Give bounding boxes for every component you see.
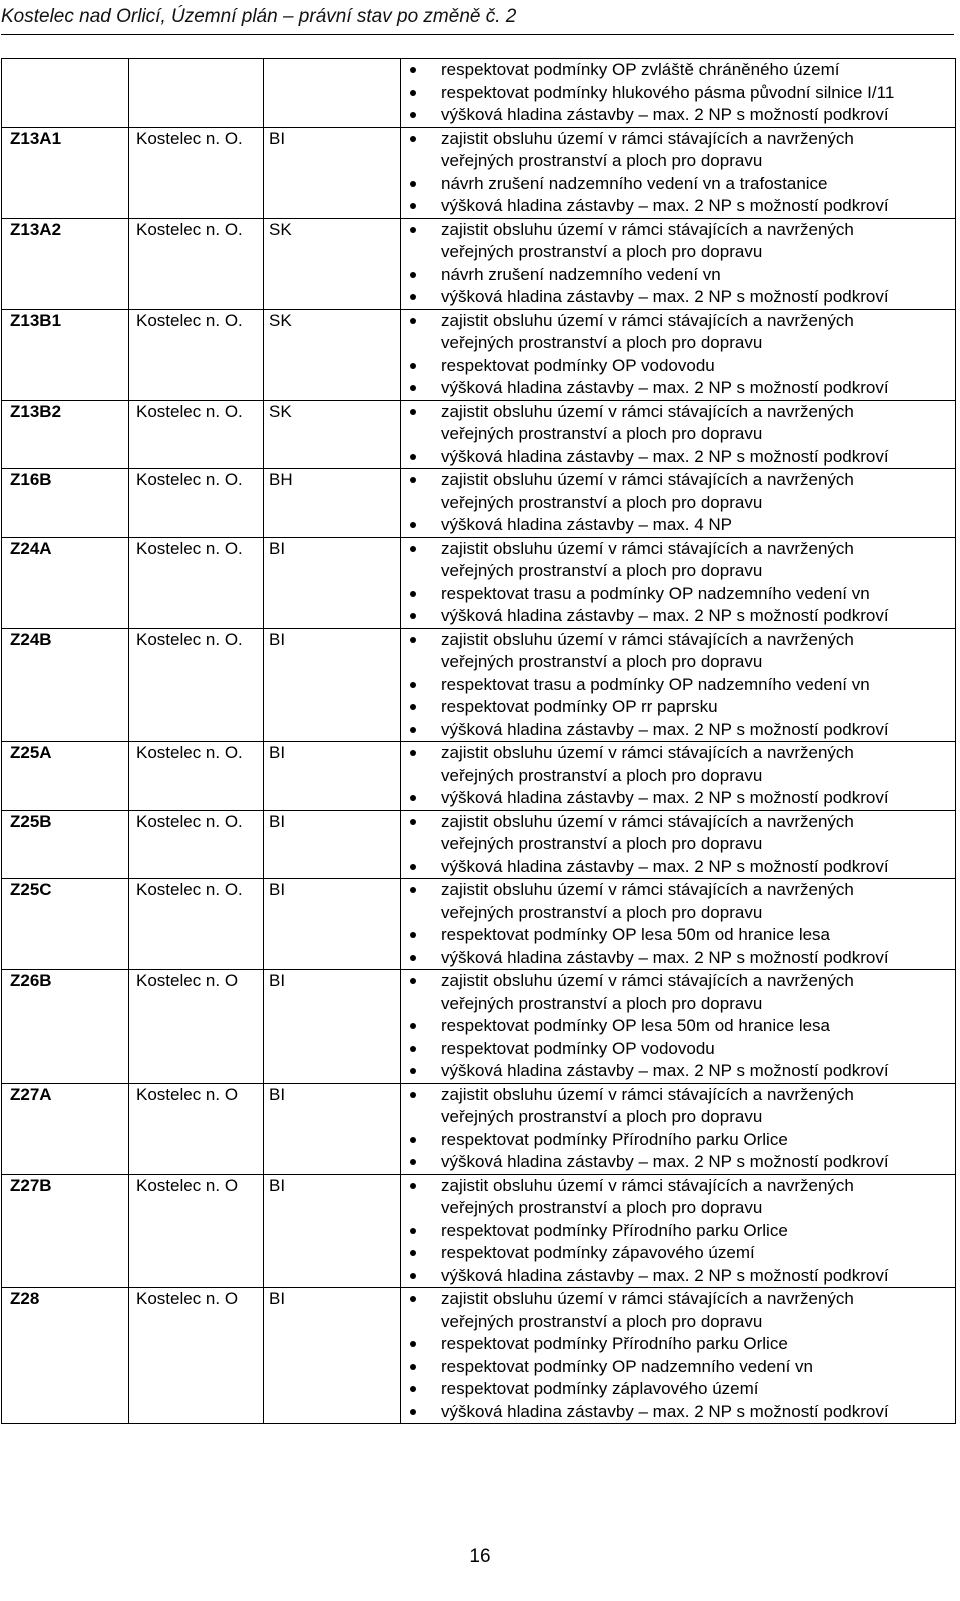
requirements-cell	[401, 400, 956, 469]
location-cell: Kostelec n. O.	[129, 469, 264, 538]
location-cell: Kostelec n. O.	[129, 537, 264, 628]
requirement-item: respektovat trasu a podmínky OP nadzemního vedení vn	[406, 674, 950, 697]
zone-code-cell: Z13A2	[2, 218, 129, 309]
land-use-type-cell: SK	[264, 218, 401, 309]
table-row	[2, 879, 956, 970]
requirement-item: návrh zrušení nadzemního vedení vn a trafostanice	[406, 173, 950, 196]
land-use-type-cell: SK	[264, 400, 401, 469]
requirement-item: respektovat podmínky OP lesa 50m od hranice lesa	[406, 1015, 950, 1038]
requirement-item: veřejných prostranství a ploch pro dopravu	[441, 242, 763, 261]
requirement-item: výšková hladina zástavby – max. 2 NP s možností podkroví	[406, 1060, 950, 1083]
table-row	[2, 309, 956, 400]
requirement-item: zajistit obsluhu území v rámci stávajících a navržených	[406, 219, 950, 242]
requirements-list	[406, 742, 950, 810]
land-use-type-cell: BI	[264, 742, 401, 811]
requirement-item: zajistit obsluhu území v rámci stávajících a navržených	[406, 1288, 950, 1311]
table-row	[2, 400, 956, 469]
requirement-item: výšková hladina zástavby – max. 2 NP s možností podkroví	[406, 1151, 950, 1174]
zone-code-cell: Z26B	[2, 970, 129, 1084]
requirements-cell	[401, 1174, 956, 1288]
requirements-list	[406, 59, 950, 127]
location-cell: Kostelec n. O	[129, 1174, 264, 1288]
zone-code-cell: Z16B	[2, 469, 129, 538]
requirement-item: respektovat podmínky Přírodního parku Orlice	[406, 1220, 950, 1243]
requirement-item: výšková hladina zástavby – max. 4 NP	[406, 514, 950, 537]
requirement-item: výšková hladina zástavby – max. 2 NP s možností podkroví	[406, 856, 950, 879]
requirement-item: výšková hladina zástavby – max. 2 NP s možností podkroví	[406, 787, 950, 810]
requirement-item: zajistit obsluhu území v rámci stávajících a navržených	[406, 310, 950, 333]
requirement-item: zajistit obsluhu území v rámci stávajících a navržených	[406, 629, 950, 652]
requirements-list	[406, 401, 950, 469]
requirements-list	[406, 1175, 950, 1288]
table-row	[2, 218, 956, 309]
table-row	[2, 127, 956, 218]
zone-code-cell: Z24B	[2, 628, 129, 742]
requirement-item: respektovat podmínky OP vodovodu	[406, 355, 950, 378]
table-row	[2, 970, 956, 1084]
requirement-item: respektovat podmínky OP zvláště chráněného území	[406, 59, 950, 82]
requirement-item: veřejných prostranství a ploch pro dopravu	[441, 1198, 763, 1217]
requirement-item: zajistit obsluhu území v rámci stávajících a navržených	[406, 811, 950, 834]
requirements-cell	[401, 218, 956, 309]
land-use-type-cell: BI	[264, 810, 401, 879]
requirements-cell	[401, 1288, 956, 1424]
requirement-item: zajistit obsluhu území v rámci stávajících a navržených	[406, 970, 950, 993]
document-title: Kostelec nad Orlicí, Územní plán – právní stav po změně č. 2	[1, 6, 517, 27]
requirement-item: respektovat podmínky OP vodovodu	[406, 1038, 950, 1061]
zone-code-cell: Z13B1	[2, 309, 129, 400]
requirements-cell	[401, 970, 956, 1084]
zone-code-cell: Z13A1	[2, 127, 129, 218]
land-use-type-cell: BI	[264, 127, 401, 218]
page-number: 16	[469, 1546, 491, 1567]
requirement-item: výšková hladina zástavby – max. 2 NP s možností podkroví	[406, 605, 950, 628]
requirements-cell	[401, 127, 956, 218]
requirements-cell	[401, 879, 956, 970]
requirements-list	[406, 469, 950, 537]
requirement-item: výšková hladina zástavby – max. 2 NP s možností podkroví	[406, 719, 950, 742]
table-row	[2, 537, 956, 628]
zones-table-body	[2, 59, 956, 1424]
table-row	[2, 59, 956, 128]
requirement-item: respektovat podmínky Přírodního parku Orlice	[406, 1333, 950, 1356]
requirement-item: veřejných prostranství a ploch pro dopravu	[441, 652, 763, 671]
requirement-item: veřejných prostranství a ploch pro dopravu	[441, 424, 763, 443]
requirements-cell	[401, 59, 956, 128]
requirement-item: zajistit obsluhu území v rámci stávajících a navržených	[406, 742, 950, 765]
requirement-item: návrh zrušení nadzemního vedení vn	[406, 264, 950, 287]
requirements-cell	[401, 628, 956, 742]
land-use-type-cell: SK	[264, 309, 401, 400]
requirement-item: veřejných prostranství a ploch pro dopravu	[441, 765, 763, 785]
land-use-type-cell: BI	[264, 879, 401, 970]
requirements-list	[406, 310, 950, 400]
requirements-list	[406, 1288, 950, 1423]
location-cell: Kostelec n. O.	[129, 218, 264, 309]
requirements-list	[406, 538, 950, 628]
requirement-item: respektovat podmínky zápavového území	[406, 1242, 950, 1265]
location-cell: Kostelec n. O	[129, 1083, 264, 1174]
zones-table	[1, 58, 956, 1424]
requirement-item: respektovat podmínky Přírodního parku Orlice	[406, 1129, 950, 1152]
zone-code-cell: Z27B	[2, 1174, 129, 1288]
zone-code-cell: Z25B	[2, 810, 129, 879]
requirements-cell	[401, 1083, 956, 1174]
requirements-cell	[401, 742, 956, 811]
requirements-cell	[401, 810, 956, 879]
requirement-item: výšková hladina zástavby – max. 2 NP s možností podkroví	[406, 195, 950, 218]
requirement-item: zajistit obsluhu území v rámci stávajících a navržených	[406, 469, 950, 492]
zone-code-cell: Z24A	[2, 537, 129, 628]
land-use-type-cell: BH	[264, 469, 401, 538]
land-use-type-cell: BI	[264, 1174, 401, 1288]
location-cell: Kostelec n. O	[129, 1288, 264, 1424]
requirement-item: respektovat podmínky záplavového území	[406, 1378, 950, 1401]
table-row	[2, 469, 956, 538]
table-row	[2, 1288, 956, 1424]
requirements-list	[406, 811, 950, 879]
requirement-item: veřejných prostranství a ploch pro dopravu	[441, 993, 763, 1013]
requirement-item: veřejných prostranství a ploch pro dopravu	[441, 561, 763, 580]
requirements-cell	[401, 309, 956, 400]
requirement-item: respektovat podmínky hlukového pásma původní silnice I/11	[406, 82, 950, 105]
requirements-cell	[401, 469, 956, 538]
land-use-type-cell: BI	[264, 628, 401, 742]
requirement-item: veřejných prostranství a ploch pro dopravu	[441, 151, 763, 170]
location-cell: Kostelec n. O.	[129, 742, 264, 811]
requirements-list	[406, 1084, 950, 1174]
requirement-item: respektovat podmínky OP rr paprsku	[406, 696, 950, 719]
location-cell	[129, 59, 264, 128]
requirement-item: veřejných prostranství a ploch pro dopravu	[441, 1311, 763, 1331]
requirement-item: zajistit obsluhu území v rámci stávajících a navržených	[406, 538, 950, 561]
table-row	[2, 742, 956, 811]
location-cell: Kostelec n. O.	[129, 810, 264, 879]
table-row	[2, 810, 956, 879]
requirement-item: veřejných prostranství a ploch pro dopravu	[441, 834, 763, 853]
requirement-item: výšková hladina zástavby – max. 2 NP s možností podkroví	[406, 1265, 950, 1288]
requirement-item: respektovat podmínky OP lesa 50m od hranice lesa	[406, 924, 950, 947]
land-use-type-cell: BI	[264, 1083, 401, 1174]
requirements-list	[406, 970, 950, 1083]
requirement-item: zajistit obsluhu území v rámci stávajících a navržených	[406, 1084, 950, 1107]
land-use-type-cell	[264, 59, 401, 128]
land-use-type-cell: BI	[264, 1288, 401, 1424]
location-cell: Kostelec n. O.	[129, 628, 264, 742]
location-cell: Kostelec n. O.	[129, 309, 264, 400]
zone-code-cell: Z25A	[2, 742, 129, 811]
zone-code-cell: Z13B2	[2, 400, 129, 469]
location-cell: Kostelec n. O.	[129, 879, 264, 970]
requirement-item: veřejných prostranství a ploch pro dopravu	[441, 492, 763, 512]
requirement-item: výšková hladina zástavby – max. 2 NP s možností podkroví	[406, 286, 950, 309]
requirement-item: výšková hladina zástavby – max. 2 NP s možností podkroví	[406, 1401, 950, 1424]
zone-code-cell: Z27A	[2, 1083, 129, 1174]
zone-code-cell	[2, 59, 129, 128]
requirement-item: zajistit obsluhu území v rámci stávajících a navržených	[406, 879, 950, 902]
requirements-list	[406, 879, 950, 969]
requirements-list	[406, 219, 950, 309]
requirement-item: veřejných prostranství a ploch pro dopravu	[441, 902, 763, 922]
requirements-cell	[401, 537, 956, 628]
zone-code-cell: Z25C	[2, 879, 129, 970]
table-row	[2, 628, 956, 742]
table-row	[2, 1174, 956, 1288]
requirement-item: veřejných prostranství a ploch pro dopravu	[441, 333, 763, 352]
requirement-item: zajistit obsluhu území v rámci stávajících a navržených	[406, 1175, 950, 1198]
location-cell: Kostelec n. O	[129, 970, 264, 1084]
requirement-item: respektovat trasu a podmínky OP nadzemního vedení vn	[406, 583, 950, 606]
zone-code-cell: Z28	[2, 1288, 129, 1424]
requirement-item: zajistit obsluhu území v rámci stávajících a navržených	[406, 128, 950, 151]
location-cell: Kostelec n. O.	[129, 400, 264, 469]
land-use-type-cell: BI	[264, 537, 401, 628]
requirement-item: výšková hladina zástavby – max. 2 NP s možností podkroví	[406, 947, 950, 970]
requirements-list	[406, 128, 950, 218]
requirement-item: respektovat podmínky OP nadzemního vedení vn	[406, 1356, 950, 1379]
land-use-type-cell: BI	[264, 970, 401, 1084]
requirement-item: zajistit obsluhu území v rámci stávajících a navržených	[406, 401, 950, 424]
requirement-item: veřejných prostranství a ploch pro dopravu	[441, 1107, 763, 1126]
location-cell: Kostelec n. O.	[129, 127, 264, 218]
requirements-list	[406, 629, 950, 742]
requirement-item: výšková hladina zástavby – max. 2 NP s možností podkroví	[406, 446, 950, 469]
requirement-item: výšková hladina zástavby – max. 2 NP s možností podkroví	[406, 377, 950, 400]
table-row	[2, 1083, 956, 1174]
requirement-item: výšková hladina zástavby – max. 2 NP s možností podkroví	[406, 104, 950, 127]
page-header	[1, 2, 954, 35]
